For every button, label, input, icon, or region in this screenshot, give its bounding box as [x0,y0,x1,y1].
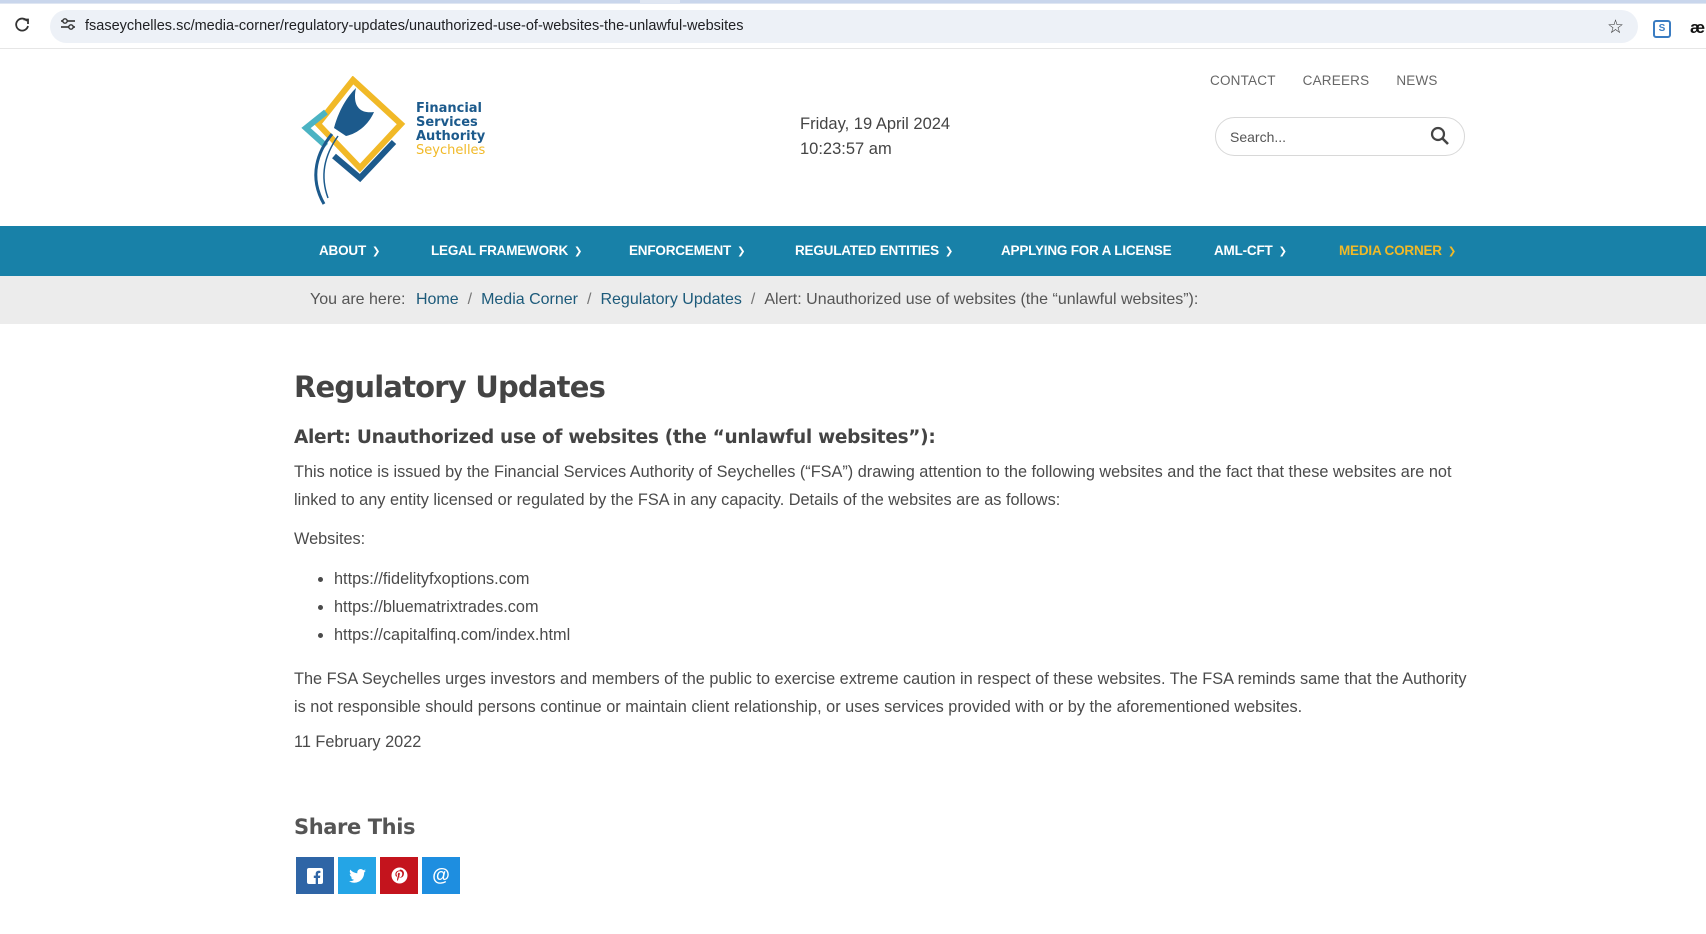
nav-label: REGULATED ENTITIES [795,243,939,258]
twitter-share-button[interactable] [338,857,376,894]
nav-applying-for-a-license[interactable] [1001,226,1171,276]
email-share-button[interactable] [422,857,460,894]
nav-label: ABOUT [319,243,366,258]
breadcrumb [0,276,1706,324]
share-title: Share This [294,815,416,839]
search-box [1215,117,1465,156]
twitter-icon [349,869,366,883]
header-datetime [800,112,950,162]
nav-label: ENFORCEMENT [629,243,732,258]
nav-label: LEGAL FRAMEWORK [431,243,568,258]
list-item: • https://bluematrixtrades.com [334,593,1474,621]
chevron-down-icon: ❯ [737,246,746,257]
chevron-down-icon: ❯ [574,246,583,257]
search-input[interactable] [1230,127,1420,147]
breadcrumb-separator: / [587,291,592,308]
top-links [1210,73,1438,88]
reload-icon[interactable] [12,16,32,36]
main-nav [0,226,1706,276]
chevron-down-icon: ❯ [372,246,381,257]
logo-line: Authority [416,129,486,144]
facebook-share-button[interactable] [296,857,334,894]
notice-paragraph: This notice is issued by the Financial Services Authority of Seychelles (“FSA”) drawing attention to the following websites and the fact that these websites are not linked to any entity licensed or regulated by the FSA in any capacity. Details of the websites are as follows: [294,463,1452,509]
tab-strip-segment [0,0,640,3]
contact-link[interactable]: CONTACT [1210,73,1276,88]
bookmark-star-icon[interactable]: ☆ [1606,17,1624,38]
breadcrumb-separator: / [467,291,473,308]
current-date: Friday, 19 April 2024 [800,115,951,133]
pinterest-share-button[interactable] [380,857,418,894]
nav-label: MEDIA CORNER [1339,243,1442,258]
page-title: Regulatory Updates [294,370,606,404]
article [294,370,1474,894]
breadcrumb-prefix: You are here: [310,291,406,308]
chevron-down-icon: ❯ [1278,246,1287,257]
email-icon: @ [432,865,450,885]
url-text[interactable]: fsaseychelles.sc/media-corner/regulatory-updates/unauthorized-use-of-websites-the-unlawful-websites [85,18,744,34]
pinterest-icon [391,867,408,884]
share-buttons [294,857,1474,894]
alert-title: Alert: Unauthorized use of websites (the “unlawful websites”): [294,427,936,448]
nav-label: APPLYING FOR A LICENSE [1001,243,1172,258]
breadcrumb-regulatory-updates[interactable]: Regulatory Updates [600,291,742,308]
websites-list [334,565,1474,649]
facebook-icon [307,868,323,884]
article-date: 11 February 2022 [294,733,422,751]
logo-line: Seychelles [416,143,486,158]
browser-toolbar [0,4,1706,49]
logo-line: Services [416,115,478,130]
current-time: 10:23:57 am [800,140,892,158]
extension-icon[interactable]: æ [1690,18,1706,37]
list-item: • https://fidelityfxoptions.com [334,565,1474,593]
extension-icon[interactable]: S [1653,20,1671,38]
chevron-down-icon: ❯ [1447,246,1457,257]
nav-enforcement[interactable] [629,226,745,276]
search-icon[interactable] [1430,126,1450,146]
nav-aml-cft[interactable] [1214,226,1287,276]
caution-paragraph: The FSA Seychelles urges investors and members of the public to exercise extreme caution in respect of these websites. The FSA reminds same that the Authority is not responsible should persons continue or maintain client relationship, or uses services provided with or by the aforementioned websites. [294,670,1467,716]
breadcrumb-home[interactable]: Home [415,291,459,308]
logo-line: Financial [416,101,483,116]
breadcrumb-media-corner[interactable]: Media Corner [481,291,579,308]
logo-text [416,102,485,158]
list-item: • https://capitalfinq.com/index.html [334,621,1474,649]
address-bar[interactable] [50,10,1638,43]
careers-link[interactable]: CAREERS [1302,73,1370,88]
nav-media-corner[interactable] [1339,226,1456,276]
chevron-down-icon: ❯ [944,246,954,257]
nav-about[interactable] [319,226,380,276]
websites-label: Websites: [294,530,366,548]
nav-legal-framework[interactable] [431,226,582,276]
news-link[interactable]: NEWS [1396,73,1438,88]
tab-strip-segment [680,0,1706,3]
breadcrumb-current: Alert: Unauthorized use of websites (the “unlawful websites”): [764,291,1199,308]
breadcrumb-separator: / [750,291,756,308]
nav-label: AML-CFT [1214,243,1273,258]
nav-regulated-entities[interactable] [795,226,953,276]
site-info-icon[interactable] [58,17,78,37]
